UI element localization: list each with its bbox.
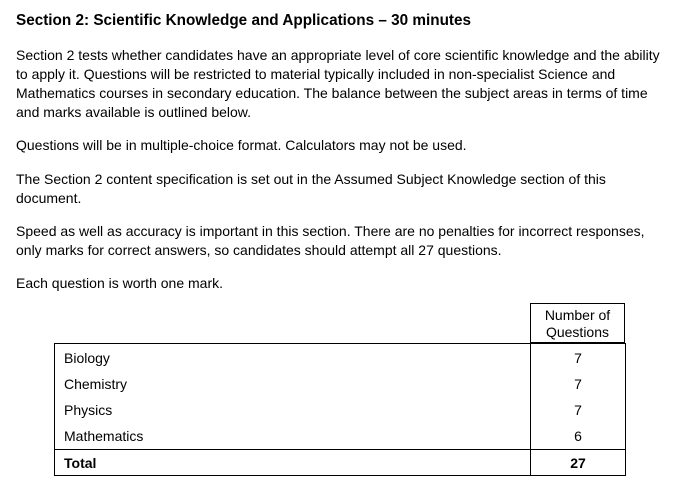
- questions-column-header: [530, 303, 625, 343]
- table-row: [55, 371, 626, 397]
- intro-paragraph: Section 2 tests whether candidates have an appropriate level of core scientific knowledge and the ability to apply it. Questions will be restricted to material typically included in non-specialist Science and Mathematics courses in secondary education. The balance between the subject areas in terms of time and marks available is outlined below.: [16, 47, 660, 120]
- subject-table: [54, 343, 626, 476]
- header-line-2: Questions: [545, 324, 610, 340]
- speed-paragraph: Speed as well as accuracy is important in this section. There are no penalties for incorrect responses, only marks for correct answers, so candidates should attempt all 27 questions.: [16, 223, 645, 258]
- specification-paragraph: The Section 2 content specification is set out in the Assumed Subject Knowledge section of this document.: [16, 171, 606, 206]
- subject-name: Chemistry: [55, 371, 531, 397]
- total-count: 27: [531, 450, 626, 476]
- subject-name: Physics: [55, 397, 531, 423]
- subject-name: Biology: [55, 344, 531, 372]
- format-paragraph: Questions will be in multiple-choice format. Calculators may not be used.: [16, 137, 467, 153]
- marks-paragraph: Each question is worth one mark.: [16, 275, 223, 291]
- question-count: 7: [531, 371, 626, 397]
- section-heading: Section 2: Scientific Knowledge and Applications – 30 minutes: [16, 12, 472, 29]
- question-count: 7: [531, 397, 626, 423]
- table-row: [55, 397, 626, 423]
- header-line-1: Number of: [544, 307, 611, 323]
- question-count: 7: [531, 344, 626, 372]
- subject-name: Mathematics: [55, 423, 531, 450]
- total-row: [55, 450, 626, 476]
- table-row: [55, 423, 626, 450]
- table-row: [55, 344, 626, 372]
- total-label: Total: [55, 450, 531, 476]
- question-count: 6: [531, 423, 626, 450]
